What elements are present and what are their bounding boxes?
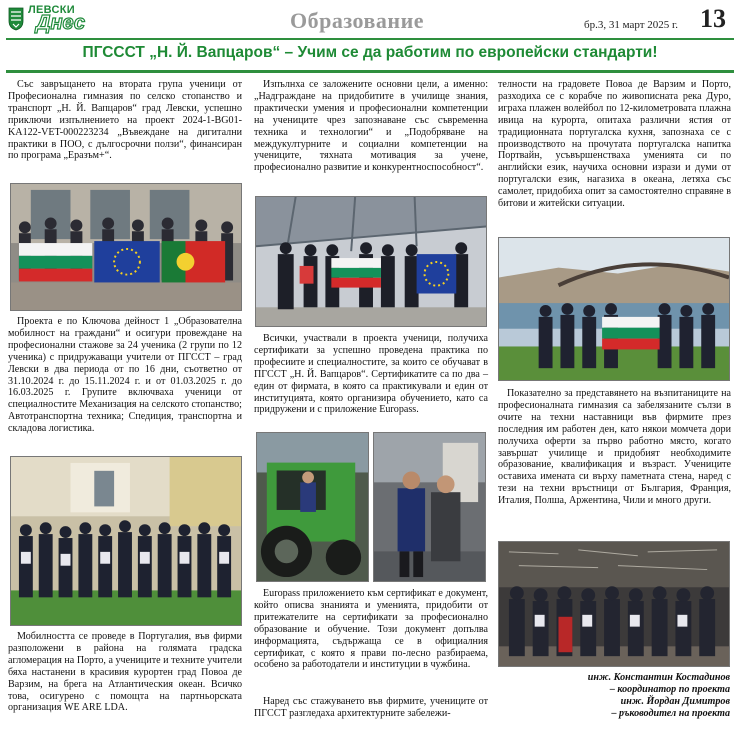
photo-group-certificates-outdoor xyxy=(10,456,242,626)
shield-icon xyxy=(8,7,24,31)
masthead xyxy=(6,4,734,40)
photo-student-tractor xyxy=(256,432,369,582)
issue-date: бр.3, 31 март 2025 г. xyxy=(584,19,679,31)
logo-top-text: ЛЕВСКИ xyxy=(28,4,75,16)
photo-group-flags-building xyxy=(10,183,242,311)
signature-line-4: – ръководител на проекта xyxy=(611,708,730,719)
masthead-rule xyxy=(6,38,734,40)
col3-paragraph-2: Показателно за представянето на възпитаниците на професионалната гимназия са забелязаните сълзи в очите на техни наставници във фирмите през последния им работен ден, като някои момчета дори получиха оферти за първо работно място, когато завършат училище и придобият необходимите образование, квалификация и възраст. Учениците оставиха имената си върху паметната стена, наред с тези на техни връстници от България, Франция, Италия, Полша, Аржентина, Чили и много други. xyxy=(498,388,731,507)
logo-main-text: Днес xyxy=(36,12,86,34)
photo-students-workshop xyxy=(373,432,486,582)
photo-group-certificates-restaurant xyxy=(498,541,730,667)
section-title: Образование xyxy=(290,8,425,33)
newspaper-logo[interactable] xyxy=(6,4,98,36)
signature-line-3: инж. Йордан Димитров xyxy=(620,696,730,707)
page-number: 13 xyxy=(700,4,726,33)
photo-group-airport xyxy=(255,196,487,327)
col1-paragraph-1: Със завръщането на втората група ученици от Професионална гимназия по селско стопанство и транспорт „Н. Й. Вапцаров“ град Левски, успешно приключи изпълнението на проект 2024-1-BG01-KA122-VET-000223234 „Въвеждане на дигитални практики в ПОО, с дългосрочни ползи“, финансиран по програма „Еразъм+“. xyxy=(8,79,242,162)
photo-group-porto-riverside xyxy=(498,237,730,381)
col2-paragraph-3: Europass приложението към сертификат е документ, който описва знанията и уменията, придобити от притежателите на сертификати за професионално образование и обучение. Този документ допълва информацията, съдържаща се в официалния сертификат, с която я прави по-лесно разбираема, особено за работодатели и институции в чужбина. xyxy=(254,588,488,671)
signature-line-1: инж. Константин Костадинов xyxy=(587,672,730,683)
headline-rule xyxy=(6,70,734,73)
col1-paragraph-2: Проекта е по Ключова дейност 1 „Образователна мобилност на граждани“ и осигури провеждане на професионални стажове за 24 ученика (2 групи по 12 ученика) с придружаващи учители от ПГССТ – град Левски в два периода от по 16 дни, съответно от 31.10.2024 г. до 15.11.2024 г. и от 01.03.2025 г. до 16.03.2025 г. Групите включваха ученици от специалностите Механизация на селското стопанство; Автотранспортна техника; Спедиция, транспортна и складова логистика. xyxy=(8,316,242,435)
col2-paragraph-4: Наред със стажуването във фирмите, учениците от ПГССТ разгледаха архитектурните забележи- xyxy=(254,696,488,719)
col2-paragraph-2: Всички, участвали в проекта ученици, получиха сертификати за успешно проведена практика по професиите и специалностите, за които се обучават в ПГССТ „Н. Й. Вапцаров“. Сертификатите са по два – един от фирмата, в която са практикували и един от институцията, която организира обучението, като са придружени и с приложение Europass. xyxy=(254,333,488,416)
article-headline: ПГСССТ „Н. Й. Вапцаров“ – Учим се да работим по европейски стандарти! xyxy=(82,44,658,61)
col1-paragraph-3: Мобилността се проведе в Португалия, във фирми разположени в района на голямата градска агломерация на Порто, а учениците и техните учители бяха настанени в красивия курортен град Повоа де Варзим, на брега на Атлантическия океан. Всичко това, осигурено с помощта на партньорската организация WE ARE LDA. xyxy=(8,631,242,714)
article-signature xyxy=(498,672,730,720)
signature-line-2: – координатор по проекта xyxy=(609,684,730,695)
col2-paragraph-1: Изпълнха се заложените основни цели, а именно: „Надграждане на придобитите в училище знания, практически умения и професионални компетенции на учениците чрез запознаване със съвременна техника и технологии“ и „Подобряване на междукултурните и социални компетенции на учениците, тяхната мотивация за учене, професионално развитие и конкурентноспособност“. xyxy=(254,79,488,174)
col3-paragraph-1: телности на градовете Повоа де Варзим и Порто, разходиха се с корабче по живописната река Дуро, играха плажен волейбол по 12-километровата плажна ивица на курорта, опитаха различни ястия от традиционната португалска кухня, запознаха се с производството на прочутата португалска напитка Портвайн, усъвършенстваха уменията си по английски език, научиха основни изрази и думи от португалски език, нагазиха в океана, летяха със самолет, придобиха опит за самостоятелно справяне в битови и житейски ситуации. xyxy=(498,79,731,210)
